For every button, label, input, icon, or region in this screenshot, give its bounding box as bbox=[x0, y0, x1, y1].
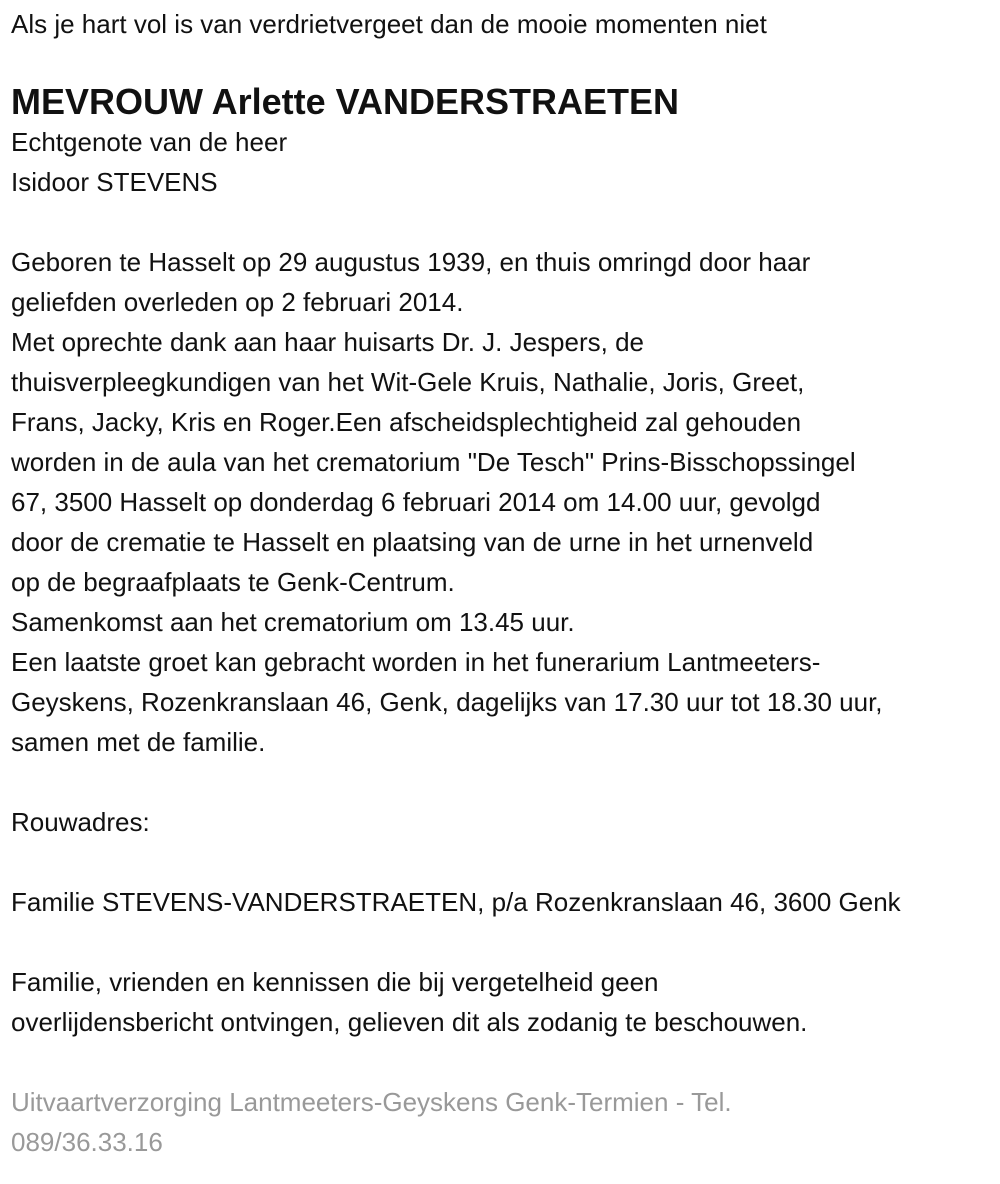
body-line: 67, 3500 Hasselt op donderdag 6 februari 2014 om 14.00 uur, gevolgd bbox=[11, 487, 821, 517]
body-line: samen met de familie. bbox=[11, 727, 266, 757]
footer-line: Uitvaartverzorging Lantmeeters-Geyskens Genk-Termien - Tel. bbox=[11, 1087, 732, 1117]
body-line: op de begraafplaats te Genk-Centrum. bbox=[11, 567, 455, 597]
closing-line: Familie, vrienden en kennissen die bij vergetelheid geen bbox=[11, 967, 659, 997]
spouse-line: Isidoor STEVENS bbox=[11, 167, 218, 197]
closing-text bbox=[11, 962, 990, 1042]
funeral-director-footer bbox=[11, 1082, 990, 1162]
body-line: Een laatste groet kan gebracht worden in het funerarium Lantmeeters- bbox=[11, 647, 821, 677]
closing-line: overlijdensbericht ontvingen, gelieven dit als zodanig te beschouwen. bbox=[11, 1007, 808, 1037]
footer-phone: 089/36.33.16 bbox=[11, 1127, 163, 1157]
body-line: Frans, Jacky, Kris en Roger.Een afscheidsplechtigheid zal gehouden bbox=[11, 407, 802, 437]
body-line: Met oprechte dank aan haar huisarts Dr. J. Jespers, de bbox=[11, 327, 645, 357]
body-line: worden in de aula van het crematorium "De Tesch" Prins-Bisschopssingel bbox=[11, 447, 856, 477]
deceased-name: MEVROUW Arlette VANDERSTRAETEN bbox=[11, 81, 680, 122]
spouse-info bbox=[11, 122, 990, 202]
rouwadres: Familie STEVENS-VANDERSTRAETEN, p/a Rozenkranslaan 46, 3600 Genk bbox=[11, 887, 901, 917]
spouse-line: Echtgenote van de heer bbox=[11, 127, 288, 157]
rouwadres-label: Rouwadres: bbox=[11, 807, 150, 837]
body-line: Geyskens, Rozenkranslaan 46, Genk, dagelijks van 17.30 uur tot 18.30 uur, bbox=[11, 687, 883, 717]
motto: Als je hart vol is van verdrietvergeet dan de mooie momenten niet bbox=[11, 9, 767, 39]
body-line: Geboren te Hasselt op 29 augustus 1939, en thuis omringd door haar bbox=[11, 247, 811, 277]
body-line: Samenkomst aan het crematorium om 13.45 uur. bbox=[11, 607, 575, 637]
body-line: door de crematie te Hasselt en plaatsing van de urne in het urnenveld bbox=[11, 527, 814, 557]
body-line: geliefden overleden op 2 februari 2014. bbox=[11, 287, 464, 317]
body-line: thuisverpleegkundigen van het Wit-Gele Kruis, Nathalie, Joris, Greet, bbox=[11, 367, 805, 397]
body-text bbox=[11, 242, 990, 762]
